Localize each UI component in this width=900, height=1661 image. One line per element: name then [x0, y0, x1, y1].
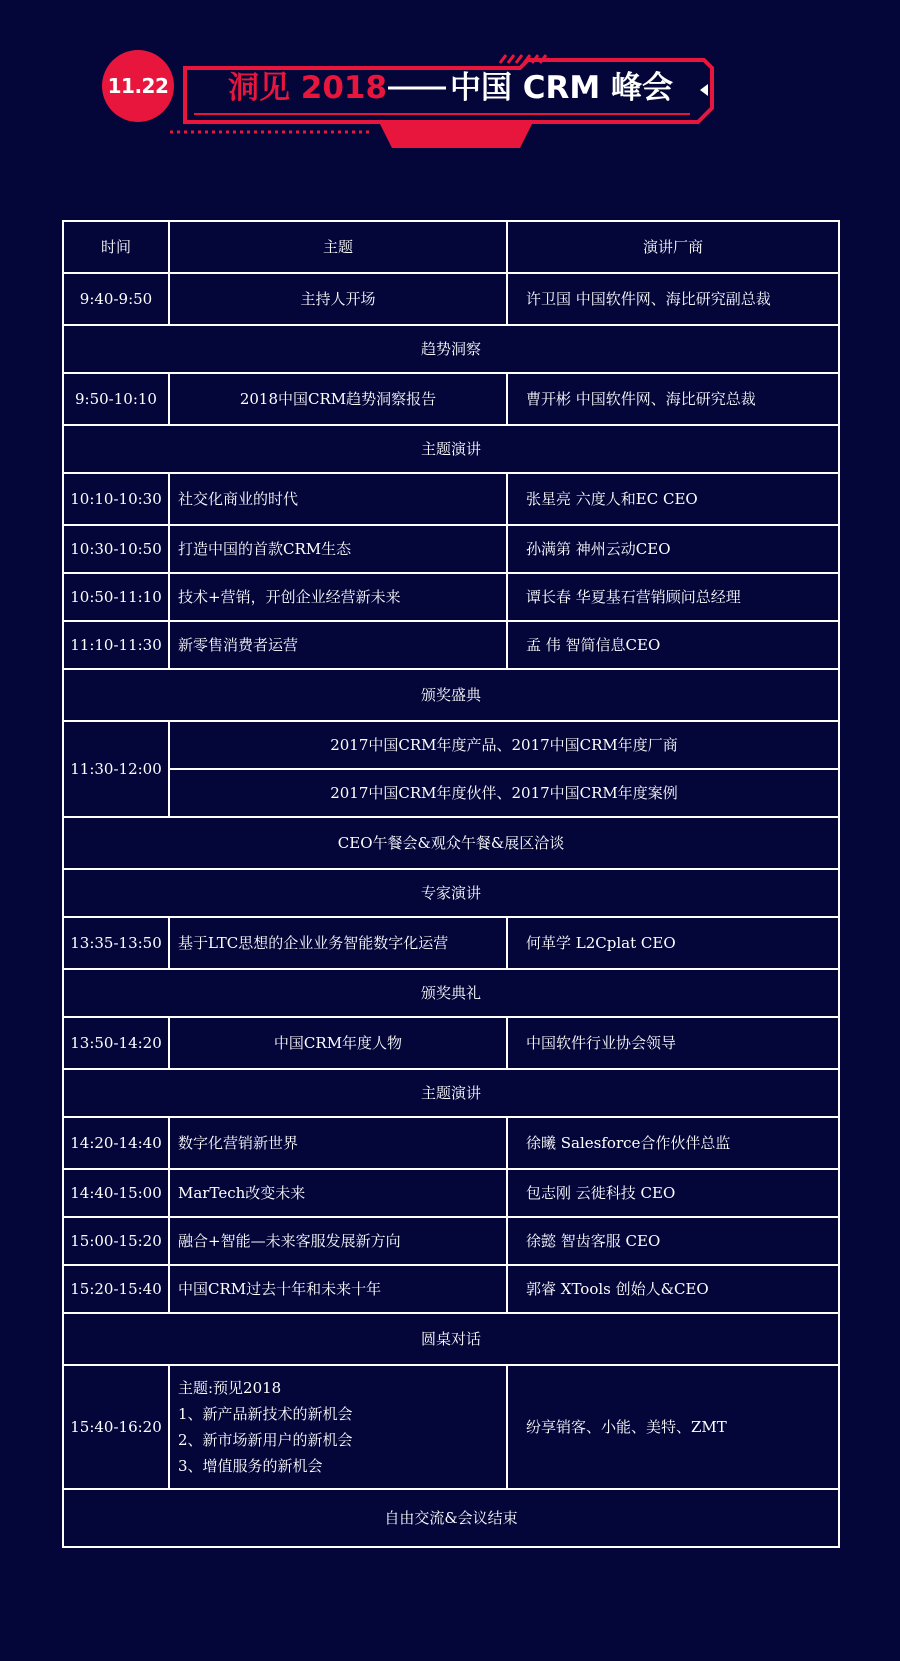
row-time: 14:20-14:40 — [63, 1117, 169, 1169]
row-topic: MarTech改变未来 — [169, 1169, 507, 1217]
row-time: 10:50-11:10 — [63, 573, 169, 621]
table-row — [63, 1265, 839, 1313]
row-speaker: 郭睿 XTools 创始人&CEO — [507, 1265, 839, 1313]
table-header-row — [63, 221, 839, 273]
row-topic: 主持人开场 — [169, 273, 507, 325]
event-title-name: 中国 CRM 峰会 — [450, 70, 674, 106]
section-row — [63, 325, 839, 373]
row-time: 15:00-15:20 — [63, 1217, 169, 1265]
row-time: 13:50-14:20 — [63, 1017, 169, 1069]
table-row — [63, 1169, 839, 1217]
row-time: 10:10-10:30 — [63, 473, 169, 525]
event-title-year: 洞见 2018 — [228, 70, 388, 106]
row-speaker: 孙满第 神州云动CEO — [507, 525, 839, 573]
row-topic — [169, 1365, 507, 1489]
row-speaker: 何革学 L2Cplat CEO — [507, 917, 839, 969]
section-row — [63, 1313, 839, 1365]
table-row — [63, 525, 839, 573]
row-speaker: 张星亮 六度人和EC CEO — [507, 473, 839, 525]
row-time: 11:30-12:00 — [63, 721, 169, 817]
topic-line: 1、新产品新技术的新机会 — [178, 1405, 353, 1423]
section-label: 圆桌对话 — [63, 1313, 839, 1365]
row-speaker: 谭长春 华夏基石营销顾问总经理 — [507, 573, 839, 621]
row-time: 11:10-11:30 — [63, 621, 169, 669]
topic-line: 2、新市场新用户的新机会 — [178, 1431, 353, 1449]
topic-line: 3、增值服务的新机会 — [178, 1457, 323, 1475]
section-label: 主题演讲 — [63, 425, 839, 473]
table-row — [63, 917, 839, 969]
section-label: CEO午餐会&观众午餐&展区洽谈 — [63, 817, 839, 869]
table-row — [63, 1217, 839, 1265]
table-row — [63, 621, 839, 669]
row-time: 15:20-15:40 — [63, 1265, 169, 1313]
section-label: 趋势洞察 — [63, 325, 839, 373]
row-time: 14:40-15:00 — [63, 1169, 169, 1217]
row-speaker: 徐懿 智齿客服 CEO — [507, 1217, 839, 1265]
frame-tab — [380, 124, 532, 148]
row-speaker: 中国软件行业协会领导 — [507, 1017, 839, 1069]
section-row — [63, 969, 839, 1017]
row-topic: 打造中国的首款CRM生态 — [169, 525, 507, 573]
schedule-table — [62, 220, 840, 1548]
row-speaker: 徐曦 Salesforce合作伙伴总监 — [507, 1117, 839, 1169]
table-row — [63, 473, 839, 525]
row-topic: 中国CRM过去十年和未来十年 — [169, 1265, 507, 1313]
header-speaker: 演讲厂商 — [507, 221, 839, 273]
row-speaker: 孟 伟 智简信息CEO — [507, 621, 839, 669]
row-time: 13:35-13:50 — [63, 917, 169, 969]
row-time: 9:40-9:50 — [63, 273, 169, 325]
topic-line: 主题:预见2018 — [178, 1379, 282, 1397]
table-row — [63, 1365, 839, 1489]
table-row — [63, 769, 839, 817]
date-badge: 11.22 — [102, 50, 174, 122]
header-topic: 主题 — [169, 221, 507, 273]
row-speaker: 纷享销客、小能、美特、ZMT — [507, 1365, 839, 1489]
row-topic: 中国CRM年度人物 — [169, 1017, 507, 1069]
row-speaker: 包志刚 云徙科技 CEO — [507, 1169, 839, 1217]
row-topic: 融合+智能—未来客服发展新方向 — [169, 1217, 507, 1265]
row-topic: 社交化商业的时代 — [169, 473, 507, 525]
row-topic: 新零售消费者运营 — [169, 621, 507, 669]
table-row — [63, 1017, 839, 1069]
section-row — [63, 1489, 839, 1547]
section-row — [63, 1069, 839, 1117]
table-row — [63, 573, 839, 621]
table-row — [63, 721, 839, 769]
header-time: 时间 — [63, 221, 169, 273]
award-line: 2017中国CRM年度产品、2017中国CRM年度厂商 — [169, 721, 839, 769]
section-label: 颁奖盛典 — [63, 669, 839, 721]
table-row — [63, 273, 839, 325]
section-row — [63, 817, 839, 869]
row-topic: 数字化营销新世界 — [169, 1117, 507, 1169]
award-line: 2017中国CRM年度伙伴、2017中国CRM年度案例 — [169, 769, 839, 817]
section-row — [63, 425, 839, 473]
table-row — [63, 1117, 839, 1169]
row-topic: 2018中国CRM趋势洞察报告 — [169, 373, 507, 425]
row-time: 15:40-16:20 — [63, 1365, 169, 1489]
frame-arrow — [700, 84, 708, 96]
row-topic: 基于LTC思想的企业业务智能数字化运营 — [169, 917, 507, 969]
row-topic: 技术+营销，开创企业经营新未来 — [169, 573, 507, 621]
table-row — [63, 373, 839, 425]
row-time: 9:50-10:10 — [63, 373, 169, 425]
section-label: 主题演讲 — [63, 1069, 839, 1117]
header-banner — [0, 0, 900, 170]
section-row — [63, 669, 839, 721]
section-label: 专家演讲 — [63, 869, 839, 917]
row-speaker: 曹开彬 中国软件网、海比研究总裁 — [507, 373, 839, 425]
row-speaker: 许卫国 中国软件网、海比研究副总裁 — [507, 273, 839, 325]
section-label: 颁奖典礼 — [63, 969, 839, 1017]
section-row — [63, 869, 839, 917]
row-time: 10:30-10:50 — [63, 525, 169, 573]
section-label: 自由交流&会议结束 — [63, 1489, 839, 1547]
